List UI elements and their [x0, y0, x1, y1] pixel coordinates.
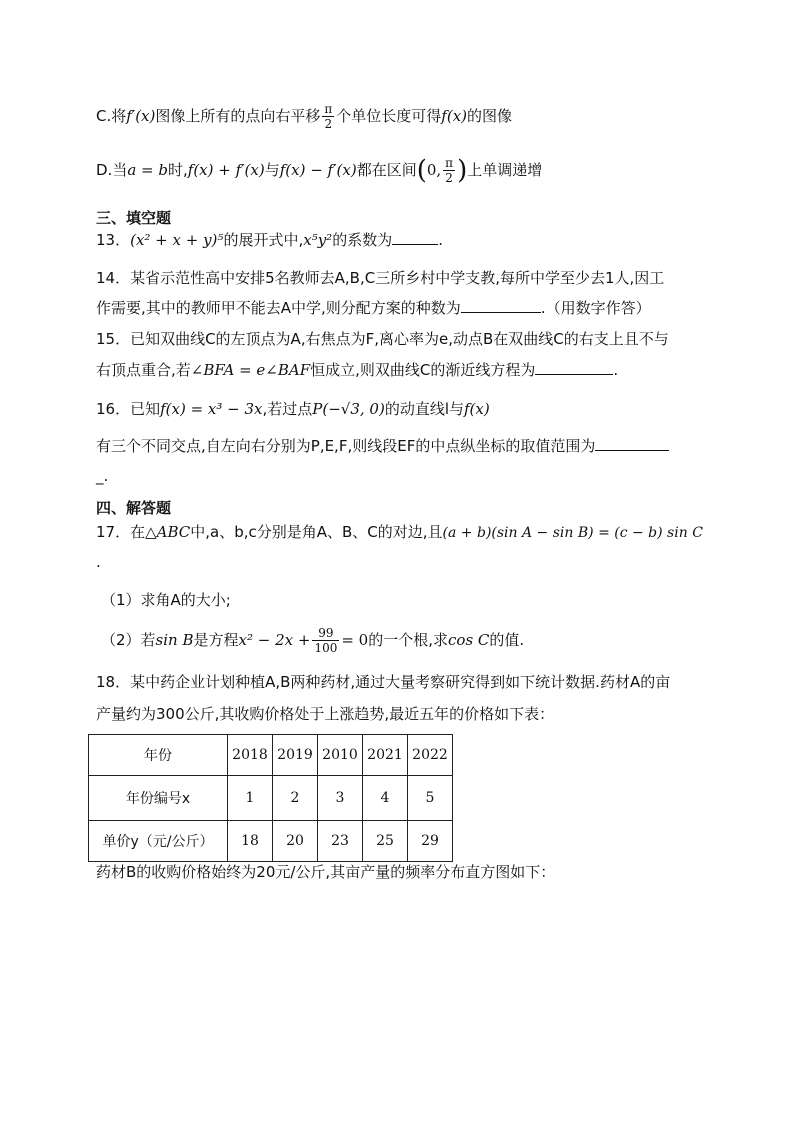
table-cell: 年份 [89, 735, 228, 776]
q15-text: 右顶点重合,若 [96, 361, 191, 379]
math-quadratic: x² − 2x + [238, 631, 311, 649]
option-c-text: 图像上所有的点向右平移 [155, 107, 321, 125]
q15-text-2: 恒成立,则双曲线C的渐近线方程为 [310, 361, 536, 379]
question-16-line-1 [96, 396, 490, 422]
math-fx: f(x) [441, 107, 468, 125]
option-c-prefix: C.将 [96, 107, 127, 125]
frac-numerator: π [445, 156, 454, 170]
math-fx: f(x) [464, 400, 490, 418]
question-18-line-2: 产量约为300公斤,其收购价格处于上涨趋势,最近五年的价格如下表： [96, 705, 555, 723]
table-row [89, 821, 453, 862]
table-cell: 单价y（元/公斤） [89, 821, 228, 862]
option-d-prefix: D.当 [96, 161, 128, 179]
question-15-line-2 [96, 360, 618, 380]
math-point: P(−√3, 0) [312, 400, 385, 418]
frac-denominator: 2 [445, 171, 453, 185]
q17-text: 17．在 [96, 523, 146, 541]
q13-text-2: 的系数为 [332, 231, 393, 249]
question-13 [96, 230, 443, 250]
q16-text-2: ,若过点 [262, 400, 313, 418]
table-cell: 2022 [408, 735, 453, 776]
table-cell: 1 [228, 776, 273, 821]
table-cell: 2021 [363, 735, 408, 776]
table-cell: 20 [273, 821, 318, 862]
q17-text-3: （2）若 [101, 631, 156, 649]
q16-text-4: 有三个不同交点,自左向右分别为P,E,F,则线段EF的中点纵坐标的取值范围为 [96, 437, 596, 455]
math-sinb: sin B [155, 631, 194, 649]
q14-text: 作需要,其中的教师甲不能去A中学,则分配方案的种数为 [96, 299, 461, 317]
section-heading-fill-in: 三、填空题 [96, 209, 172, 227]
math-angle-condition: ∠BFA = e∠BAF [190, 361, 311, 379]
math-equals-zero: = 0 [341, 631, 369, 649]
frac-numerator: 99 [312, 626, 339, 641]
table-cell: 29 [408, 821, 453, 862]
option-c-text-2: 个单位长度可得 [336, 107, 442, 125]
frac-denominator: 2 [324, 117, 333, 131]
q13-end: . [438, 231, 443, 249]
q13-text: 的展开式中, [223, 231, 304, 249]
q13-number: 13． [96, 231, 131, 249]
question-16-line-2 [96, 436, 669, 456]
math-triangle: △ABC [145, 523, 191, 541]
math-expression: (x² + x + y)⁵ [130, 231, 224, 249]
math-condition: a = b [127, 161, 168, 179]
answer-blank [535, 360, 613, 375]
section-heading-solutions: 四、解答题 [96, 499, 172, 517]
price-table [88, 734, 453, 862]
fraction-pi-over-2 [322, 102, 334, 131]
question-17-part-1: （1）求角A的大小; [101, 591, 231, 609]
question-18-line-1: 18．某中药企业计划种植A,B两种药材,通过大量考察研究得到如下统计数据.药材A的亩 [96, 673, 671, 691]
fraction-pi-over-2 [443, 156, 455, 185]
math-cosc: cos C [448, 631, 490, 649]
question-17-dot: . [96, 553, 101, 571]
question-18-after-table: 药材B的收购价格始终为20元/公斤,其亩产量的频率分布直方图如下： [96, 863, 556, 881]
math-equation: (a + b)(sin A − sin B) = (c − b) sin C [442, 525, 703, 541]
question-14-line-1: 14．某省示范性高中安排5名教师去A,B,C三所乡村中学支教,每所中学至少去1人,因工 [96, 269, 665, 287]
option-d-text-3: 都在区间 [356, 161, 417, 179]
table-cell: 23 [318, 821, 363, 862]
math-diff: f(x) − f′(x) [279, 161, 357, 179]
table-cell: 18 [228, 821, 273, 862]
option-d-text-4: 上单调递增 [467, 161, 543, 179]
table-cell: 2010 [318, 735, 363, 776]
answer-blank [392, 230, 438, 245]
frac-denominator: 100 [314, 641, 338, 655]
option-d-text: 时, [167, 161, 188, 179]
question-17-line-1 [96, 522, 703, 543]
option-c-end: 的图像 [467, 107, 513, 125]
interval-close-paren: ) [457, 155, 468, 186]
q17-text-5: 的一个根,求 [368, 631, 449, 649]
q14-text-2: .（用数字作答） [540, 299, 651, 317]
interval-start: 0, [426, 161, 442, 179]
frac-numerator: π [324, 102, 333, 116]
table-cell: 2 [273, 776, 318, 821]
question-17-part-2 [101, 622, 524, 658]
option-d-text-2: 与 [264, 161, 280, 179]
math-fprime: f′(x) [126, 107, 156, 125]
q17-text-6: 的值. [489, 631, 525, 649]
q15-end: . [613, 361, 619, 379]
math-term: x⁵y² [303, 231, 333, 249]
question-16-line-3: _. [96, 467, 109, 485]
question-14-line-2 [96, 298, 651, 318]
option-c [96, 100, 512, 132]
question-15-line-1: 15．已知双曲线C的左顶点为A,右焦点为F,离心率为e,动点B在双曲线C的右支上且不与 [96, 330, 669, 348]
fraction-99-over-100 [312, 626, 339, 655]
table-cell: 2019 [273, 735, 318, 776]
q16-text-3: 的动直线l与 [384, 400, 464, 418]
option-d [96, 152, 542, 188]
answer-blank [461, 298, 541, 313]
table-cell: 4 [363, 776, 408, 821]
table-cell: 3 [318, 776, 363, 821]
answer-blank [595, 436, 669, 451]
table-row [89, 735, 453, 776]
table-cell: 2018 [228, 735, 273, 776]
table-cell: 5 [408, 776, 453, 821]
table-row [89, 776, 453, 821]
table-cell: 年份编号x [89, 776, 228, 821]
table-cell: 25 [363, 821, 408, 862]
q16-text: 16．已知 [96, 400, 161, 418]
interval-open-paren: ( [416, 155, 427, 186]
q17-text-4: 是方程 [193, 631, 239, 649]
math-function: f(x) = x³ − 3x [160, 400, 263, 418]
q17-text-2: 中,a、b,c分别是角A、B、C的对边,且 [190, 523, 443, 541]
math-sum: f(x) + f′(x) [187, 161, 265, 179]
